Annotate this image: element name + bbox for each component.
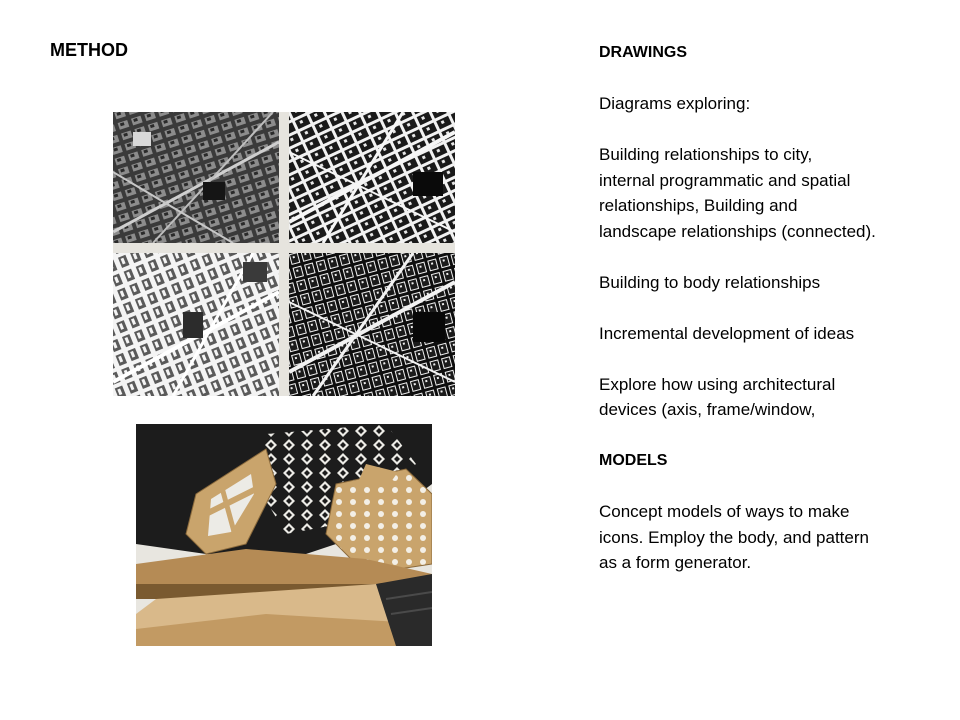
models-line3: as a form generator. bbox=[599, 553, 752, 572]
drawings-intro: Diagrams exploring: bbox=[599, 94, 751, 113]
drawings-para1-line2: internal programmatic and spatial bbox=[599, 170, 851, 190]
map-collage-image bbox=[113, 112, 455, 396]
concept-model-image bbox=[136, 424, 432, 646]
models-line2: icons. Employ the body, and pattern bbox=[599, 527, 869, 547]
drawings-para4-line1: Explore how using architectural bbox=[599, 374, 836, 394]
drawings-para2: Building to body relationships bbox=[599, 272, 821, 292]
drawings-heading: DRAWINGS bbox=[599, 44, 687, 61]
drawings-para1-line1: Building relationships to city, bbox=[599, 145, 813, 164]
models-heading: MODELS bbox=[599, 452, 668, 469]
drawings-para4-line2: devices (axis, frame/window, bbox=[599, 400, 816, 419]
drawings-para3: Incremental development of ideas bbox=[599, 323, 855, 343]
models-line1: Concept models of ways to make bbox=[599, 502, 850, 521]
concept-model-icon bbox=[136, 424, 432, 646]
drawings-para1-line3: relationships, Building and bbox=[599, 196, 798, 215]
drawings-para1-line4: landscape relationships (connected). bbox=[599, 221, 876, 241]
slide-title: METHOD bbox=[50, 40, 128, 60]
text-column bbox=[599, 40, 949, 576]
figure-ground-map-icon bbox=[113, 112, 455, 396]
